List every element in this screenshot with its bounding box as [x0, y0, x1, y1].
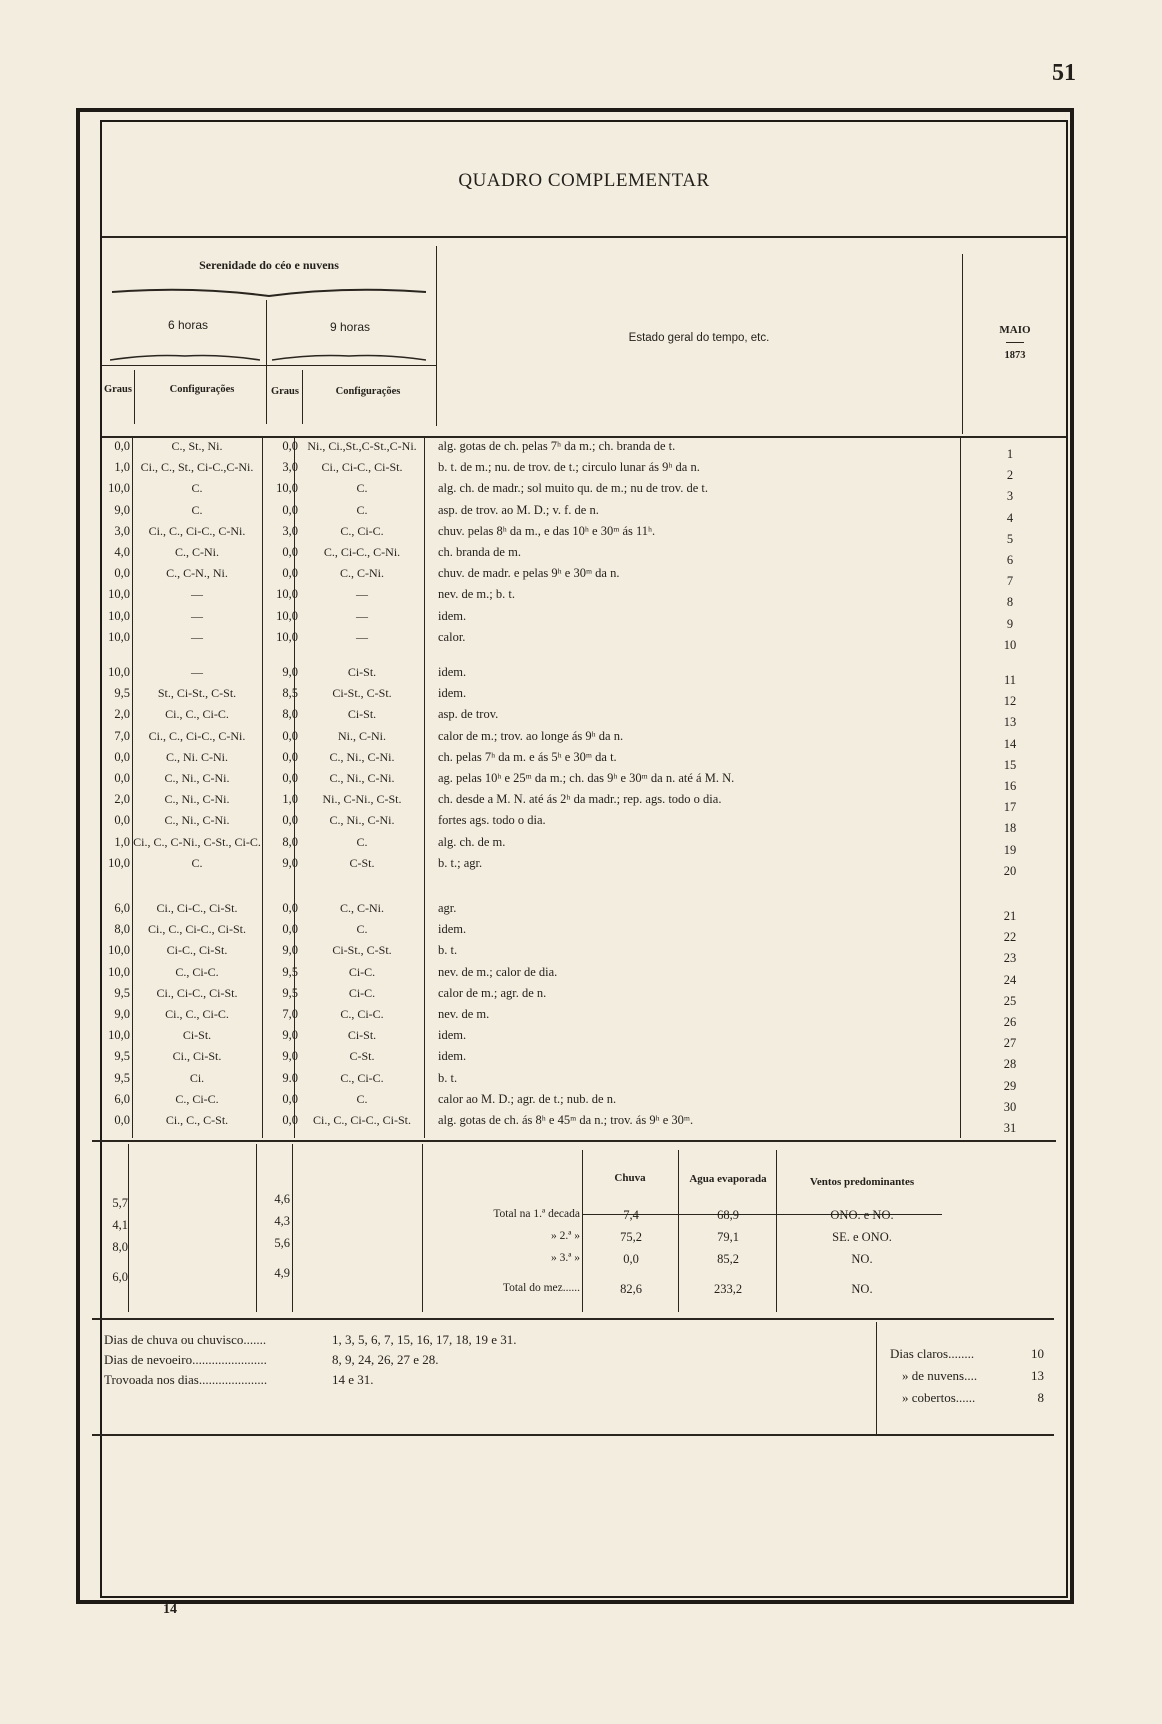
grau-6: 2,0 — [114, 792, 130, 807]
col-ventos: Ventos predominantes — [809, 1176, 915, 1188]
grau-9: 7,0 — [282, 1007, 298, 1021]
vrule-c9 — [424, 438, 425, 1138]
configuracao-6: Ci., Ci-St. — [172, 1049, 222, 1064]
grau-6: 9,0 — [114, 502, 130, 517]
grau-9: 0,0 — [282, 728, 298, 743]
estado-geral: ch. desde a M. N. até ás 2ʰ da madr.; rep. ags. todo o dia. — [438, 792, 722, 807]
header-top-rule — [102, 236, 1066, 238]
day-number: 6 — [1006, 553, 1014, 567]
grau-9: 0,0 — [282, 922, 298, 937]
grau-9: 8,0 — [282, 707, 298, 722]
grau-9: 9,0 — [282, 943, 298, 958]
day-number: 1 — [1006, 447, 1014, 461]
configuracao-6: Ci., C., Ci-C., C-Ni. — [148, 523, 246, 538]
vrule-sum-6 — [678, 1150, 679, 1312]
grau-6: 6,0 — [114, 1091, 130, 1106]
page-title: QUADRO COMPLEMENTAR — [458, 170, 710, 191]
estado-geral: idem. — [438, 608, 467, 623]
grau-6: 0,0 — [114, 1113, 130, 1127]
configuracao-6: Ci., C., St., Ci-C.,C-Ni. — [140, 460, 254, 475]
configuracao-9: — — [356, 608, 368, 623]
summary-ventos: NO. — [851, 1282, 873, 1296]
grau-9: 0,0 — [282, 771, 298, 785]
summary-chuva: 82,6 — [620, 1282, 642, 1296]
col-grau-6: Graus — [103, 384, 132, 395]
estado-geral: idem. — [438, 922, 467, 937]
configuracao-6: — — [191, 608, 203, 623]
grau-6: 0,0 — [114, 813, 130, 828]
estado-geral: fortes ags. todo o dia. — [438, 813, 546, 828]
day-number: 26 — [1003, 1015, 1017, 1029]
vrule-sum-2 — [256, 1144, 257, 1312]
estado-geral: idem. — [438, 686, 467, 701]
grau-6: 0,0 — [114, 566, 130, 581]
summary-ventos: SE. e ONO. — [832, 1230, 892, 1244]
footer-right-value: 13 — [1031, 1368, 1044, 1383]
estado-geral: ch. pelas 7ʰ da m. e ás 5ʰ e 30ᵐ da t. — [438, 749, 617, 764]
configuracao-9: — — [356, 629, 368, 644]
col-grau-9: Graus — [270, 386, 299, 397]
summary-label: » 3.ª » — [550, 1252, 580, 1264]
configuracao-9: Ci-St. — [347, 1028, 377, 1043]
summary-ventos: ONO. e NO. — [830, 1208, 894, 1222]
footer-right-label: » cobertos...... — [902, 1390, 976, 1405]
estado-geral: nev. de m.; b. t. — [438, 587, 515, 602]
estado-geral: b. t. — [438, 943, 458, 958]
grau-6: 10,0 — [108, 587, 130, 602]
estado-geral: agr. — [438, 901, 457, 915]
estado-geral: nev. de m.; calor de dia. — [438, 964, 558, 979]
estado-geral: chuv. pelas 8ʰ da m., e das 10ʰ e 30ᵐ ás 11ʰ. — [438, 523, 656, 538]
day-number: 27 — [1003, 1036, 1017, 1051]
day-number: 4 — [1006, 510, 1014, 525]
configuracao-6: St., Ci-St., C-St. — [157, 686, 237, 701]
day-number: 12 — [1003, 694, 1017, 709]
configuracao-6: C. — [191, 502, 203, 517]
flourish-divider-6 — [110, 350, 260, 364]
col-conf-9: Configurações — [335, 386, 401, 397]
configuracao-6: C., C-N., Ni. — [166, 566, 228, 581]
grau-6: 4,0 — [114, 545, 130, 559]
configuracao-6: C., Ci-C. — [175, 1091, 219, 1106]
estado-geral: b. t. de m.; nu. de trov. de t.; circulo lunar ás 9ʰ da n. — [438, 460, 700, 475]
estado-geral: b. t.; agr. — [438, 855, 483, 870]
grau-9: 0,0 — [282, 1113, 298, 1127]
configuracao-6: Ci. — [189, 1070, 205, 1085]
footer-left-label: Dias de chuva ou chuvisco....... — [104, 1332, 267, 1347]
configuracao-6: C., St., Ni. — [171, 439, 223, 453]
footer-bottom-rule — [92, 1434, 1054, 1436]
configuracao-9: Ci., Ci-C., Ci-St. — [321, 460, 403, 475]
grau-6: 0,0 — [114, 439, 130, 453]
day-number: 28 — [1003, 1057, 1017, 1072]
grau-9: 10,0 — [276, 481, 298, 496]
grau-9: 0,0 — [282, 813, 298, 828]
configuracao-9: Ci-St., C-St. — [332, 943, 392, 958]
grau-6: 9,5 — [114, 985, 130, 1000]
grau-6: 10,0 — [108, 943, 130, 958]
configuracao-9: C., Ci-C. — [340, 1007, 384, 1021]
sheet-number: 14 — [163, 1602, 177, 1617]
summary-grau-6: 8,0 — [112, 1240, 128, 1254]
grau-6: 10,0 — [108, 1028, 130, 1043]
col-estado: Estado geral do tempo, etc. — [628, 332, 770, 344]
grau-6: 10,0 — [108, 629, 130, 644]
vrule-header-mid — [266, 300, 267, 424]
day-number: 14 — [1003, 736, 1017, 751]
sub-header-6: 6 horas — [167, 318, 209, 332]
configuracao-6: C., Ni., C-Ni. — [164, 771, 230, 785]
configuracao-9: C., Ni., C-Ni. — [329, 813, 395, 828]
vrule-est — [960, 438, 961, 1138]
vrule-sum-1 — [128, 1144, 129, 1312]
day-number: 9 — [1006, 616, 1014, 631]
footer-left-label: Dias de nevoeiro....................... — [104, 1352, 267, 1367]
col-chuva: Chuva — [614, 1172, 646, 1184]
day-number: 29 — [1003, 1078, 1017, 1093]
grau-9: 10,0 — [276, 587, 298, 602]
header-year: 1873 — [1004, 350, 1026, 361]
grau-9: 0,0 — [282, 502, 298, 517]
month-year-dash — [1006, 342, 1024, 343]
grau-9: 0,0 — [282, 545, 298, 559]
summary-label: » 2.ª » — [550, 1230, 580, 1242]
grau-9: 3,0 — [282, 460, 298, 475]
vrule-header-g6 — [134, 370, 135, 424]
grau-6: 0,0 — [114, 771, 130, 785]
summary-label: Total do mez...... — [502, 1282, 580, 1294]
configuracao-6: Ci., Ci-C., Ci-St. — [156, 901, 238, 915]
grau-6: 8,0 — [114, 922, 130, 937]
configuracao-6: C., Ci-C. — [175, 964, 219, 979]
estado-geral: calor. — [438, 629, 466, 644]
grau-9: 9.0 — [282, 1070, 298, 1085]
grau-6: 0,0 — [114, 749, 130, 764]
configuracao-9: C-St. — [349, 1049, 375, 1064]
configuracao-9: C., C-Ni. — [339, 566, 384, 581]
configuracao-9: Ci-C. — [348, 964, 376, 979]
day-number: 11 — [1003, 673, 1017, 687]
vrule-header-g9 — [302, 370, 303, 424]
group-label: Serenidade do céo e nuvens — [199, 258, 339, 272]
grau-6: 10,0 — [108, 608, 130, 623]
grau-9: 9,0 — [282, 1049, 298, 1064]
configuracao-6: — — [191, 629, 203, 644]
day-number: 23 — [1003, 951, 1017, 966]
grau-9: 9,5 — [282, 964, 298, 979]
day-number: 3 — [1006, 489, 1014, 504]
summary-grau-6: 4,1 — [112, 1218, 128, 1232]
configuracao-9: C. — [356, 481, 368, 496]
header-month: MAIO — [999, 324, 1031, 336]
day-number: 22 — [1003, 930, 1017, 945]
grau-6: 9,5 — [114, 1049, 130, 1064]
grau-6: 10,0 — [108, 855, 130, 870]
summary-grau-9: 5,6 — [274, 1236, 290, 1250]
summary-agua: 79,1 — [717, 1230, 739, 1244]
estado-geral: alg. ch. de m. — [438, 834, 506, 849]
estado-geral: calor de m.; agr. de n. — [438, 985, 547, 1000]
grau-9: 0,0 — [282, 749, 298, 764]
day-number: 2 — [1006, 468, 1014, 483]
flourish-divider — [112, 284, 426, 298]
grau-6: 6,0 — [114, 901, 130, 915]
day-number: 7 — [1006, 574, 1014, 589]
estado-geral: nev. de m. — [438, 1007, 490, 1021]
estado-geral: chuv. de madr. e pelas 9ʰ e 30ᵐ da n. — [438, 566, 620, 581]
configuracao-6: C., Ni., C-Ni. — [164, 813, 230, 828]
configuracao-6: Ci., C., Ci-C., Ci-St. — [147, 922, 247, 937]
configuracao-6: — — [191, 665, 203, 679]
col-agua: Agua evaporada — [689, 1173, 767, 1185]
configuracao-6: Ci-St. — [182, 1028, 212, 1043]
summary-agua: 233,2 — [713, 1282, 743, 1296]
configuracao-9: C., Ci-C., C-Ni. — [323, 545, 401, 559]
estado-geral: ch. branda de m. — [438, 545, 521, 559]
estado-geral: calor ao M. D.; agr. de t.; nub. de n. — [438, 1091, 617, 1106]
configuracao-9: Ci-St. — [347, 665, 377, 679]
day-number: 8 — [1006, 595, 1014, 610]
configuracao-9: C. — [356, 922, 368, 937]
configuracao-9: C. — [356, 502, 368, 517]
configuracao-9: C., Ni., C-Ni. — [329, 771, 395, 785]
grau-6: 9,5 — [114, 1070, 130, 1085]
estado-geral: idem. — [438, 1049, 467, 1064]
estado-geral: alg. gotas de ch. ás 8ʰ e 45ᵐ da n.; trov. ás 9ʰ e 30ᵐ. — [438, 1113, 694, 1127]
grau-6: 7,0 — [114, 728, 130, 743]
summary-top-rule — [92, 1140, 1056, 1142]
grau-9: 9,0 — [282, 1028, 298, 1043]
summary-chuva: 0,0 — [623, 1252, 639, 1266]
configuracao-6: Ci-C., Ci-St. — [166, 943, 228, 958]
footer-left-value: 14 e 31. — [332, 1372, 374, 1387]
grau-6: 9,0 — [114, 1007, 130, 1021]
grau-6: 1,0 — [114, 460, 130, 475]
day-number: 30 — [1003, 1099, 1017, 1114]
flourish-divider-9 — [272, 350, 426, 364]
configuracao-6: Ci., C., Ci-C., C-Ni. — [148, 728, 246, 743]
footer-left-label: Trovoada nos dias..................... — [104, 1372, 268, 1387]
configuracao-9: C., Ni., C-Ni. — [329, 749, 395, 764]
vrule-sum-4 — [422, 1144, 423, 1312]
configuracao-6: Ci., C., C-St. — [165, 1113, 229, 1127]
estado-geral: alg. ch. de madr.; sol muito qu. de m.; nu de trov. de t. — [438, 481, 708, 496]
grau-6: 2,0 — [114, 707, 130, 722]
estado-geral: idem. — [438, 1028, 467, 1043]
configuracao-9: Ci., C., Ci-C., Ci-St. — [312, 1113, 412, 1127]
estado-geral: asp. de trov. — [438, 707, 499, 722]
summary-agua: 68,9 — [717, 1208, 739, 1222]
summary-grau-9: 4,9 — [274, 1266, 290, 1280]
grau-9: 1,0 — [282, 792, 298, 807]
summary-chuva: 7,4 — [623, 1208, 639, 1222]
configuracao-6: C. — [191, 481, 203, 496]
vrule-header-day — [962, 254, 963, 434]
estado-geral: asp. de trov. ao M. D.; v. f. de n. — [438, 502, 599, 517]
day-number: 16 — [1003, 779, 1017, 793]
day-number: 21 — [1003, 909, 1017, 923]
estado-geral: calor de m.; trov. ao longe ás 9ʰ da n. — [438, 728, 624, 743]
day-number: 17 — [1003, 800, 1017, 815]
vrule-header-estado — [436, 246, 437, 426]
vrule-sum-3 — [292, 1144, 293, 1312]
configuracao-9: Ci-St., C-St. — [332, 686, 392, 701]
page-number: 51 — [1052, 60, 1076, 86]
summary-grau-9: 4,3 — [274, 1214, 290, 1228]
configuracao-6: C., Ni. C-Ni. — [165, 749, 228, 764]
configuracao-9: C., Ci-C. — [340, 523, 384, 538]
footer-right-label: » de nuvens.... — [902, 1368, 978, 1383]
footer-left-value: 1, 3, 5, 6, 7, 15, 16, 17, 18, 19 e 31. — [332, 1332, 517, 1347]
vrule-sum-7 — [776, 1150, 777, 1312]
configuracao-9: Ni., Ci.,St.,C-St.,C-Ni. — [307, 439, 417, 453]
estado-geral: alg. gotas de ch. pelas 7ʰ da m.; ch. branda de t. — [438, 439, 676, 453]
grau-9: 10,0 — [276, 608, 298, 623]
grau-9: 3,0 — [282, 523, 298, 538]
configuracao-9: C. — [356, 834, 368, 849]
configuracao-6: — — [191, 587, 203, 602]
estado-geral: ag. pelas 10ʰ e 25ᵐ da m.; ch. das 9ʰ e 30ᵐ da n. até á M. N. — [438, 771, 735, 785]
configuracao-9: — — [356, 587, 368, 602]
configuracao-9: C-St. — [349, 855, 375, 870]
day-number: 18 — [1003, 821, 1017, 836]
estado-geral: b. t. — [438, 1070, 458, 1085]
footer-right-label: Dias claros........ — [890, 1346, 975, 1361]
grau-9: 10,0 — [276, 629, 298, 644]
summary-grau-6: 5,7 — [112, 1196, 128, 1210]
day-number: 25 — [1003, 993, 1017, 1008]
configuracao-9: Ci-St. — [347, 707, 377, 722]
vrule-footer — [876, 1322, 877, 1434]
configuracao-9: Ni., C-Ni., C-St. — [322, 792, 402, 807]
summary-chuva: 75,2 — [620, 1230, 642, 1244]
configuracao-9: Ci-C. — [348, 985, 376, 1000]
day-number: 10 — [1003, 637, 1017, 652]
day-number: 19 — [1003, 842, 1017, 857]
day-number: 24 — [1003, 972, 1017, 987]
summary-agua: 85,2 — [717, 1252, 739, 1266]
configuracao-6: Ci., C., Ci-C. — [165, 707, 229, 722]
footer-right-value: 10 — [1031, 1346, 1044, 1361]
grau-9: 9,0 — [282, 855, 298, 870]
configuracao-6: C., Ni., C-Ni. — [164, 792, 230, 807]
day-number: 13 — [1003, 715, 1017, 730]
configuracao-9: C., C-Ni. — [339, 901, 384, 915]
grau-6: 10,0 — [108, 964, 130, 979]
configuracao-6: C., C-Ni. — [174, 545, 219, 559]
summary-ventos: NO. — [851, 1252, 873, 1266]
configuracao-6: Ci., Ci-C., Ci-St. — [156, 985, 238, 1000]
summary-grau-6: 6,0 — [112, 1270, 128, 1284]
footer-left-value: 8, 9, 24, 26, 27 e 28. — [332, 1352, 439, 1367]
configuracao-6: Ci., C., C-Ni., C-St., Ci-C. — [133, 834, 261, 849]
grau-9: 0,0 — [282, 439, 298, 453]
col-conf-6: Configurações — [169, 384, 235, 395]
summary-grau-9: 4,6 — [274, 1192, 290, 1206]
grau-6: 10,0 — [108, 481, 130, 496]
configuracao-9: C., Ci-C. — [340, 1070, 384, 1085]
configuracao-6: Ci., C., Ci-C. — [165, 1007, 229, 1021]
configuracao-9: C. — [356, 1091, 368, 1106]
grau-9: 9,5 — [282, 985, 298, 1000]
sub-header-9: 9 horas — [329, 320, 371, 334]
grau-6: 3,0 — [114, 523, 130, 538]
day-number: 20 — [1003, 863, 1017, 878]
grau-9: 8,0 — [282, 834, 298, 849]
grau-6: 9,5 — [114, 686, 130, 701]
footer-top-rule — [92, 1318, 1054, 1320]
header-sub-rule — [102, 365, 436, 366]
day-number: 31 — [1003, 1121, 1017, 1135]
grau-9: 8,5 — [282, 686, 298, 701]
grau-9: 0,0 — [282, 566, 298, 581]
grau-9: 0,0 — [282, 901, 298, 915]
grau-9: 0,0 — [282, 1091, 298, 1106]
day-number: 15 — [1003, 757, 1017, 772]
summary-label: Total na 1.ª decada — [493, 1208, 580, 1220]
configuracao-9: Ni., C-Ni. — [338, 728, 386, 743]
grau-6: 1,0 — [114, 834, 130, 849]
estado-geral: idem. — [438, 665, 467, 679]
day-number: 5 — [1006, 531, 1014, 546]
grau-9: 9,0 — [282, 665, 298, 679]
grau-6: 10,0 — [108, 665, 130, 679]
configuracao-6: C. — [191, 855, 203, 870]
footer-right-value: 8 — [1037, 1390, 1044, 1405]
